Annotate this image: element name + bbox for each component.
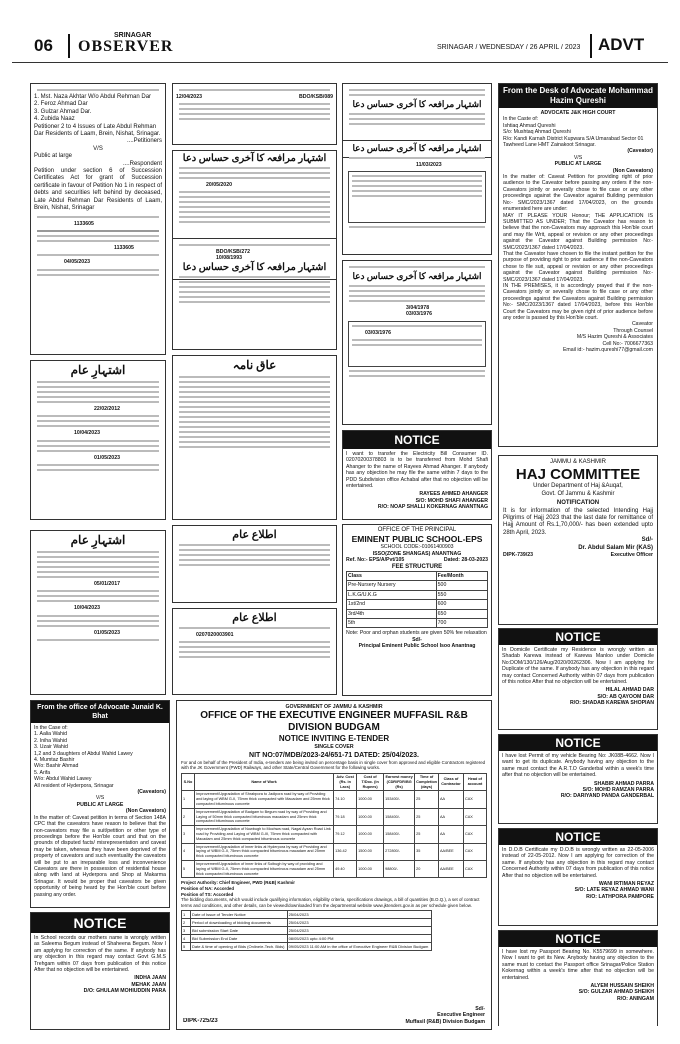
signatory-name: Dr. Abdul Salam Mir (KAS) <box>578 544 653 551</box>
table-cell: Bid submission Start Date <box>191 927 288 935</box>
section-label: ADVT <box>598 35 645 54</box>
table-cell: 153400/- <box>384 791 415 808</box>
table-cell: Improvement/Upgradation of inner links of Soibugh by way of providing and laying of WBM G-II, 75mm thick compacted bituminous macadam and 25mm thick compacted bituminous concrete <box>195 860 334 877</box>
signatory <box>499 881 657 900</box>
table-header-row <box>347 572 488 581</box>
tender-subtitle: NOTICE INVITING E-TENDER <box>278 734 390 744</box>
table-cell: 5 <box>182 860 195 877</box>
signatory-name: WANI IRTIMAN REYAZ <box>598 881 654 888</box>
notice-date: 05/01/2017 <box>94 581 120 587</box>
tender-intro: For and on behalf of the President of India, e-tenders are being invited on percentage basis in single cover from approved and eligible Contractors registered with the JK Government (PWD) Railways, and other State/Central Government for the following works. <box>181 759 486 771</box>
notice-title: NOTICE <box>499 629 657 645</box>
notice-title: اطلاع عام <box>232 529 277 541</box>
signatory-parent: S/O: AB QAYOOM DAR <box>597 693 654 700</box>
table-cell: 79.18 <box>334 808 357 825</box>
signatory-parent: D/O: GHULAM MOHIUDDIN PARA <box>83 988 166 995</box>
table-cell: CAX <box>464 860 487 877</box>
bid-note: The bidding documents, which would include qualifying information, eligibility criteria, specifications drawings, a bill of quantities (B.O.Q.), a set of contract terms and conditions, and other details, can be viewed/downloaded from the departmental website www.jktenders.gov.in as per schedule given below. <box>181 897 480 908</box>
urdu-ad-col2-3 <box>172 238 337 350</box>
table-cell: 25/04/2023 <box>287 927 431 935</box>
tender-signatory <box>405 1006 485 1025</box>
urdu-ad-col3-2 <box>342 140 492 255</box>
dipk-number: DIPK-725/23 <box>183 1017 218 1024</box>
advocate-banner: From the office of Advocate Junaid K. Bhat <box>31 701 169 723</box>
school-code: SCHOOL CODE:-01061400903 <box>380 544 454 551</box>
notice-title: اشتہار مرافعہ کا آخری حساس دعا <box>182 153 327 164</box>
table-cell: 25 <box>415 808 439 825</box>
table-row <box>182 927 432 935</box>
table-cell: AA <box>439 826 464 843</box>
caveat-body: In the matter of: Caveat petition in terms of Section 148A CPC that the caveators have reason to believe that the non-caveators may file a suit/petition or other type of proceedings before the Hon'ble court and that on the grounds of disputed facts/ misrepresentation and caveat may be taken, whereas they have been deprived of the property of caveators and such eventuality the caveators will be put to an irreparable loss and inconvenience Caveators are there in possession of residential house along with land at Hyderpora and Shop at Makarma Srinagar. It would be proper that caveators be given opportunity of being heard by the Hon'ble court before passing any order. <box>34 814 166 898</box>
caveat-hazim-qureshi <box>498 83 658 447</box>
table-row <box>347 581 488 590</box>
non-caveator-label: (Non Caveators) <box>612 167 653 174</box>
signatory-name: HILAL AHMAD DAR <box>605 687 654 694</box>
case-label: In the Case of: <box>34 725 68 731</box>
header-divider-left <box>68 34 70 58</box>
table-cell: 5 <box>182 943 191 951</box>
urdu-ad-col2-top <box>172 83 337 145</box>
haj-title: HAJ COMMITTEE <box>515 466 641 484</box>
table-cell: 650 <box>436 609 487 618</box>
table-cell: 2 <box>182 919 191 927</box>
signature-sd: Sd/- <box>641 537 653 544</box>
petition-body-2: Petition under section 6 of Succession Certificates Act for grant of Succession certificate in favour of Petition No 1 in respect of debts and securities left behind by deceased, Late Abdul Rehman Dar Residents of Laam, Brein, Nishat, Srinagar <box>34 168 162 212</box>
law-firm: M/S Hazim Qureshi & Associates <box>576 334 653 341</box>
ref-code: BDO/KSB/272 <box>216 249 251 255</box>
versus-label: V/S <box>93 145 103 152</box>
versus-label: V/S <box>95 795 105 802</box>
notification-label: NOTIFICATION <box>556 500 600 507</box>
signatory-name: SHABIR AHMAD PARRA <box>594 780 654 787</box>
caveator-label: (Caveator) <box>627 148 653 155</box>
table-cell: 25/04/2023 <box>287 911 431 919</box>
notice-school-records <box>30 912 170 1030</box>
table-cell: 5th <box>347 619 437 628</box>
notice-body: I want to transfer the Electricity Bill Consumer ID. 02070200378803 is to be transferred from Mohd Shafi Ahanger to the name of Rayees Ahmad Ahanger. If anybody has any objection he may file the same within 7 days to the PDD Subdivision office Achabal after that no objection will be entertained. <box>346 451 488 490</box>
petitioner-name: 2. Feroz Ahmad Dar <box>34 101 88 108</box>
caveat-body-1: In the matter of: Caveat Petition for providing right of prior audience to the Caveator before passing any orders if the non-Caveators jointly or severally chose to file case or any other proceedings against the Caveator against Building permission No:- SMC/2023/1367 dated 17/04/2023, on the grounds enumerated here are under: <box>503 174 653 213</box>
table-cell: 09/05/2023 11:00 AM in the office of Executive Engineer R&B Division Budgam <box>287 943 431 951</box>
notice-domicile <box>498 628 658 730</box>
table-row <box>347 600 488 609</box>
table-cell: 600 <box>436 600 487 609</box>
court-title: ADVOCATE J&K HIGH COURT <box>540 110 616 116</box>
column-header: S.No <box>182 774 195 791</box>
signatory-parent: S/O: MOHD SHAFI AHANGER <box>415 497 488 504</box>
table-cell: 1st/2nd <box>347 600 437 609</box>
public-label: PUBLIC AT LARGE <box>76 801 124 808</box>
notice-title: اطلاع عام <box>232 612 277 624</box>
position-ts: Position of TS: Accorded <box>181 891 234 897</box>
respondent-label: ....Respondent <box>122 160 162 167</box>
ref-code: BDO/KSB/089 <box>298 94 333 100</box>
notice-title: NOTICE <box>499 931 657 947</box>
table-cell: AA/BEE <box>439 843 464 860</box>
table-cell: AA <box>439 808 464 825</box>
table-cell: CAX <box>464 808 487 825</box>
state-label: JAMMU & KASHMIR <box>549 459 606 465</box>
ref-number: 1133605 <box>74 220 94 227</box>
table-cell: 550 <box>436 590 487 599</box>
brand-top: SRINAGAR <box>114 32 152 39</box>
table-cell: Improvement/Upgradation of Badgam to Begum road by way of Providing and Laying of 50mm thick compacted bituminous macadam and 25mm thick compacted bituminous concrete <box>195 808 334 825</box>
caveator-name: 2. Iniha Wahid <box>34 737 67 744</box>
caveat-body-4: IN THE PREMISES, it is accordingly prayed that if the non-Caveators jointly or severally chose to file case or any other proceedings against the Caveators against Building permission No:- SMC/2023/1367 dated 17/04/2023, before this Hon'ble Court the Caveators may be given right of prior audience before any order is passed by this Hon'ble court. <box>503 282 653 321</box>
column-header: Adv. Cost (Rs. in Lacs) <box>334 774 357 791</box>
signatory <box>343 491 491 510</box>
through-counsel: Through Counsel <box>613 327 653 334</box>
table-cell: 98800/- <box>384 860 415 877</box>
caveat-body-2: MAY IT PLEASE YOUR Honour; THE APPLICATION IS SUBMITTED AS UNDER; That the Caveator has reason to believe that the non-Caveators may approach this Hon'ble court and may file Writ, appeal or revision or any other proceedings against the Caveator against Building permission No:- SMC/2023/1367 dated 17/04/2023. <box>503 212 653 251</box>
table-cell: 2 <box>182 808 195 825</box>
table-cell: Pre-Nursery Nursery <box>347 581 437 590</box>
notice-dob-correction <box>498 828 658 926</box>
notice-date: 10/04/2023 <box>74 605 100 612</box>
petitioner-name: 4. Zubida Naaz <box>34 116 75 123</box>
notice-title: اشتہار مرافعہ کا آخری حساس دعا <box>352 99 482 109</box>
fee-table <box>346 571 488 628</box>
table-row <box>182 911 432 919</box>
land-table <box>348 321 486 367</box>
urdu-ad-col2-5 <box>172 525 337 603</box>
table-cell: 3rd/4th <box>347 609 437 618</box>
column-header: Head of account <box>464 774 487 791</box>
position-na: Position of NA: Accorded <box>181 885 235 891</box>
notice-body: I have lost my Passport Bearing No. K5579699 in somewhere. Now I want to get its New. Anybody having any objection to the same must to contact the Passport office Srinagar/Police Station Kokernag within a week's time after that no objection will be entertained. <box>502 949 654 981</box>
signatory-parent: S/O: GULZAR AHMAD SHEIKH <box>578 989 654 996</box>
signatory-title: Executive Officer <box>610 552 653 559</box>
petitioner-name: 1. Mst. Naza Akhtar W/o Abdul Rehman Dar <box>34 94 152 100</box>
notice-title: اشتہارِ عام <box>70 363 126 377</box>
ref-date: 12/04/2023 <box>176 94 202 100</box>
table-cell: 25/04/2023 <box>287 919 431 927</box>
table-cell: 25 <box>415 791 439 808</box>
page-header <box>12 30 668 60</box>
table-cell: 20 <box>415 860 439 877</box>
table-cell: 1000.00 <box>357 808 384 825</box>
table-cell: 272800/- <box>384 843 415 860</box>
signatory-name: ALYEM HUSSAIN SHEIKH <box>590 983 654 990</box>
land-table <box>348 171 486 223</box>
table-cell: L.K.G/U.K.G <box>347 590 437 599</box>
notice-title: عاق نامہ <box>232 358 277 372</box>
signatory-name: MEHAK JAAN <box>131 981 166 988</box>
table-cell: 1000.00 <box>357 826 384 843</box>
case-label: In the Caste of: <box>503 116 539 123</box>
caveator-address: R/o: Kandi Karnah District Kupwara S/A Umarabad Sector 01 Tawheed Lane HMT Zainakoot Srinagar. <box>503 135 644 149</box>
ref-number: 1133605 <box>114 244 134 251</box>
column-header: Time of Completion (days) <box>415 774 439 791</box>
nit-number: NIT NO:07/MDB/2023-24/651-71 DATED: 25/04/2023. <box>249 751 419 759</box>
page-number: 06 <box>34 36 53 55</box>
notice-date: 20/05/2020 <box>206 182 232 188</box>
table-row <box>182 860 487 877</box>
signatory: Principal Eminent Public School Isoo Anantnag <box>358 643 476 650</box>
notice-electricity-transfer <box>342 430 492 520</box>
notice-date: 01/05/2023 <box>94 454 120 461</box>
table-cell: 08/05/2023 upto 4:00 PM <box>287 935 431 943</box>
table-cell: 1500.00 <box>357 843 384 860</box>
table-cell: CAX <box>464 791 487 808</box>
notice-body: I have lost Permit of my vehicle Bearing No: JK08B-4662. Now I want to get its duplicate. Anybody having any objection to the same must contact the A.R.T.O Ganderbal within a week's time after that no objection will be entertained. <box>502 753 654 779</box>
table-cell: Period of downloading of bidding documents <box>191 919 288 927</box>
ref-number: 3/04/1978 <box>406 305 430 311</box>
ref-date: Dated: 28-03-2023 <box>443 557 488 564</box>
hearing-date: 04/05/2023 <box>64 259 90 266</box>
table-cell: CAX <box>464 843 487 860</box>
header-rule <box>12 62 668 63</box>
account-number: 0207020003901 <box>196 632 234 638</box>
table-cell: Date & time of opening of Bids (Online/e-Tech. Bids) <box>191 943 288 951</box>
signatory-address: R/O: NOAP SHALLI KOKERNAG ANANTNAG <box>377 504 488 511</box>
notification-body: It is for information of the selected Intending Hajj Pilgrims of Hajj 2023 that the last date for remittance of Hajj Amount of Rs.1,70,000/- has been extended upto 28th April, 2023. <box>503 507 653 536</box>
project-authority: Project Authority: Chief Engineer, PWD (R&B) Kashmir <box>181 880 296 886</box>
signatory-name: RAYEES AHMED AHANGER <box>419 491 488 498</box>
haj-committee-notification <box>498 455 658 625</box>
table-cell: 25 <box>415 826 439 843</box>
table-row <box>182 791 487 808</box>
table-row <box>347 590 488 599</box>
caveator-name: 3. Uzair Wahid <box>34 744 68 751</box>
signatory <box>499 983 657 1002</box>
column-header: Cost of T/Doc. (in Rupees) <box>357 774 384 791</box>
cover-type: SINGLE COVER <box>314 744 354 751</box>
public-label: Public at large <box>34 153 73 160</box>
table-cell: 4 <box>182 935 191 943</box>
caveator-name: Ishtiaq Ahmad Qureshi <box>503 122 556 129</box>
notice-date: 11/03/2023 <box>416 162 442 168</box>
signatory-title: Executive Engineer <box>437 1012 485 1019</box>
column-header: Earnest money (CDR/FDR/BG (Rs) <box>384 774 415 791</box>
table-row <box>347 619 488 628</box>
notice-title: NOTICE <box>31 913 169 933</box>
succession-petition-ad <box>30 83 166 355</box>
caveator-address: All resident of Hyderpora, Srinagar <box>34 782 114 789</box>
school-fee-structure-ad <box>342 524 492 696</box>
signatory-office: Muffasil (R&B) Division Budgam <box>405 1018 485 1025</box>
notice-date: 01/05/2023 <box>94 629 120 636</box>
signatory-address: R/O: ANINGAM <box>617 995 654 1002</box>
caveat-body-3: That the Caveator have chosen to file the instant petition for the purpose of providing right to prior audience if the non-Caveators chose to file suit, appeal or revision or any other proceedings against the Caveator against Building permission No:- SMC/2023/1367 dated 17/04/2023. <box>503 250 653 283</box>
table-cell: CAX <box>464 826 487 843</box>
signatory-parent: S/O: MOHD RAMZAN PARRA <box>582 787 654 794</box>
column-header: Name of Work <box>195 774 334 791</box>
notice-title: اشتہارِ عام <box>70 533 126 547</box>
dept-label: Under Department of Haj &Auqaf, <box>533 483 623 490</box>
caveator-name: 5. Arifa <box>34 769 51 776</box>
urdu-public-notice-2 <box>30 530 166 695</box>
signatory-parent: S/O: LATE REYAZ AHMAD WANI <box>574 887 654 894</box>
caveator-sign: Caveator <box>631 321 653 328</box>
table-row <box>182 943 432 951</box>
urdu-public-notice-1 <box>30 360 166 520</box>
notice-title: NOTICE <box>499 829 657 845</box>
table-row <box>182 919 432 927</box>
notice-title: NOTICE <box>343 431 491 449</box>
table-cell: 35 <box>415 843 439 860</box>
school-name: EMINENT PUBLIC SCHOOL-EPS <box>351 534 483 545</box>
table-cell: 136.42 <box>334 843 357 860</box>
signatory-name: INDHA JAAN <box>134 975 166 982</box>
signature-sd: Sd/- <box>475 1005 485 1012</box>
table-cell: 49.40 <box>334 860 357 877</box>
ref-number: Ref. No:- EPS/A/Pvt/105 <box>346 557 405 564</box>
caveator-name: W/o: Abdul Wahid Lawey <box>34 776 92 783</box>
notice-title: اشتہار مرافعہ کا آخری حساس دعا <box>352 271 482 281</box>
table-cell: 158400/- <box>384 826 415 843</box>
table-cell: 1 <box>182 791 195 808</box>
govt-label: Govt. Of Jammu & Kashmir <box>541 490 615 497</box>
public-label: PUBLIC AT LARGE <box>554 161 602 168</box>
works-table <box>181 773 487 878</box>
table-cell: 1 <box>182 911 191 919</box>
dateline: SRINAGAR / WEDNESDAY / 26 APRIL / 2023 <box>437 44 581 51</box>
table-cell: 1000.00 <box>357 860 384 877</box>
column-header: Class <box>347 572 437 581</box>
signatory <box>499 781 657 800</box>
govt-label: GOVERNMENT OF JAMMU & KASHMIR <box>285 704 383 710</box>
notice-title: NOTICE <box>499 735 657 751</box>
notice-date: 10/04/2023 <box>74 430 100 437</box>
school-zone: ISSO(ZONE SHANGAS) ANANTNAG <box>372 550 462 557</box>
table-cell: Date of Issue of Tender Notice <box>191 911 288 919</box>
versus-label: V/S <box>573 154 583 161</box>
table-cell: 1000.00 <box>357 791 384 808</box>
caveator-name: 4. Mumtaz Bashir <box>34 757 75 764</box>
table-row <box>182 808 487 825</box>
table-cell: 3 <box>182 927 191 935</box>
table-cell: 4 <box>182 843 195 860</box>
signatory-address: R/O: SHADAB KAREWA SHOPIAN <box>570 700 654 707</box>
firm-phone: Cell No:- 7006677363 <box>602 340 653 347</box>
table-cell: Improvement/Upgradation of Nowbugh to Mochwa road, Nagal Ayzan Road Link road by Providing and Laying of WBM G-III, 75mm thick compacted with Macadam and 25mm thick compacted bituminous concrete <box>195 826 334 843</box>
table-cell: Bid Submission End Date <box>191 935 288 943</box>
urdu-ad-col3-3 <box>342 260 492 425</box>
table-cell: Improvement/Upgradation of Shrabpora to Jadipora road by way of Providing and laying of WBM G-II, 75mm thick compacted with Macadam and 25mm thick compacted bituminous concrete <box>195 791 334 808</box>
caveator-parent: S/o: Mushtaq Ahmad Qureshi <box>503 129 571 136</box>
caveator-name: 1,2 and 3 daughters of Abdul Wahid Lawey <box>34 750 133 757</box>
table-row <box>182 826 487 843</box>
table-cell: 158400/- <box>384 808 415 825</box>
signatory <box>499 687 657 706</box>
signatory <box>31 975 169 994</box>
table-cell: 74.10 <box>334 791 357 808</box>
table-row <box>182 843 487 860</box>
notice-body: In School records our mothers name is wrongly written as Saleema Begum instead of Shaheena Begum. Now I am applying for correction of the same. If anybody has any objection in this regard may contact Govt G.M.S Trehgam within 07 days from publication of this notice After that no objection will be entertained. <box>34 935 166 974</box>
notice-date: 10/08/1993 <box>216 255 242 262</box>
signatory-address: R/O: DARIYAND PANDA GANDERBAL <box>560 793 654 800</box>
table-header-row <box>182 774 487 791</box>
signatory-line <box>503 552 653 558</box>
fee-note: Note: Poor and orphan students are given 50% fee relaxation <box>346 630 487 637</box>
table-cell: AA <box>439 791 464 808</box>
column-header: Class of Contractor <box>439 774 464 791</box>
table-cell: 500 <box>436 581 487 590</box>
table-cell: 3 <box>182 826 195 843</box>
table-cell: 79.12 <box>334 826 357 843</box>
tender-office-title: OFFICE OF THE EXECUTIVE ENGINEER MUFFASIL R&B DIVISION BUDGAM <box>200 710 468 734</box>
signature-sd: Sd/- <box>412 636 422 643</box>
office-label: OFFICE OF THE PRINCIPAL <box>377 527 457 533</box>
notice-date: 03/03/1976 <box>406 311 432 318</box>
signatory-address: R/O: LATHPORA PAMPORE <box>586 893 654 900</box>
petitioner-name: 3. Gulzar Ahmad Dar. <box>34 108 92 115</box>
petitioners-label: ....Petitioners <box>126 138 162 145</box>
table-row <box>182 935 432 943</box>
notice-title: اشتہار مرافعہ کا آخری حساس دعا <box>352 143 482 153</box>
notice-title: اشتہار مرافعہ کا آخری حساس دعا <box>182 261 327 273</box>
non-caveator-label: (Non Caveators) <box>125 808 166 815</box>
header-divider-right <box>590 34 592 58</box>
table-cell: 700 <box>436 619 487 628</box>
notice-body: In Domicile Certificate my Residence is wrongly written as Shadab Karewa instead of Karewa Manloo under Domicile No:DOM/130/126/Aug/2020/00262306. Now I am applying for Duplicate of the same. If anybody has any objection in this regard may contact Concerned Authority within 07 days from publication of this notice After that no objection will be entertained. <box>502 647 654 686</box>
notice-date: 22/02/2012 <box>94 406 120 412</box>
notice-body: In D.O.B Certificate my D.O.B is wrongly written as 22-05-2006 instead of 22-05-2012. Now I am applying for correction of the same. If anybody has any objection in this regard may contact Concerned Authority within 07 days from publication of this notice After that no objection will be entertained. <box>502 847 654 879</box>
table-row <box>347 609 488 618</box>
urdu-ad-col2-6 <box>172 608 337 695</box>
ref-number <box>176 94 333 100</box>
caveators-label: (Caveators) <box>137 789 166 796</box>
e-tender-notice <box>176 700 492 1030</box>
caveat-junaid-bhat <box>30 700 170 908</box>
table-cell: AA/BEE <box>439 860 464 877</box>
column-header: Fee/Month <box>436 572 487 581</box>
schedule-table <box>181 910 432 951</box>
petitioner-list <box>34 94 162 124</box>
petition-body-1: Petitioner 2 to 4 Issues of Late Abdul Rehman Dar Residents of Laam, Brein, Nishat, Srinagar. <box>34 123 161 138</box>
caveator-name: W/o: Bashir Ahmad <box>34 763 79 770</box>
brand-logo: OBSERVER <box>78 38 174 55</box>
notice-lost-passport <box>498 930 658 1026</box>
caveator-name: 1. Aalia Wahid <box>34 731 67 738</box>
firm-email: Email id:- hazim.qureshi77@gmail.com <box>562 347 653 354</box>
table-cell: Improvement/Upgradation of inner links at Hyderpora by way of Providing and laying of WBM G-II, 75mm thick compacted bituminous macadam and 25mm thick compacted bituminous concrete <box>195 843 334 860</box>
notice-stack-right <box>498 628 658 1026</box>
advocate-banner: From the Desk of Advocate Mohammad Hazim Qureshi <box>499 84 657 108</box>
urdu-ad-col2-4 <box>172 355 337 520</box>
dipk-number: DIPK-739/23 <box>503 552 533 559</box>
notice-vehicle-permit <box>498 734 658 824</box>
fee-title: FEE STRUCTURE <box>391 563 443 570</box>
table-date: 03/03/1976 <box>365 329 391 336</box>
